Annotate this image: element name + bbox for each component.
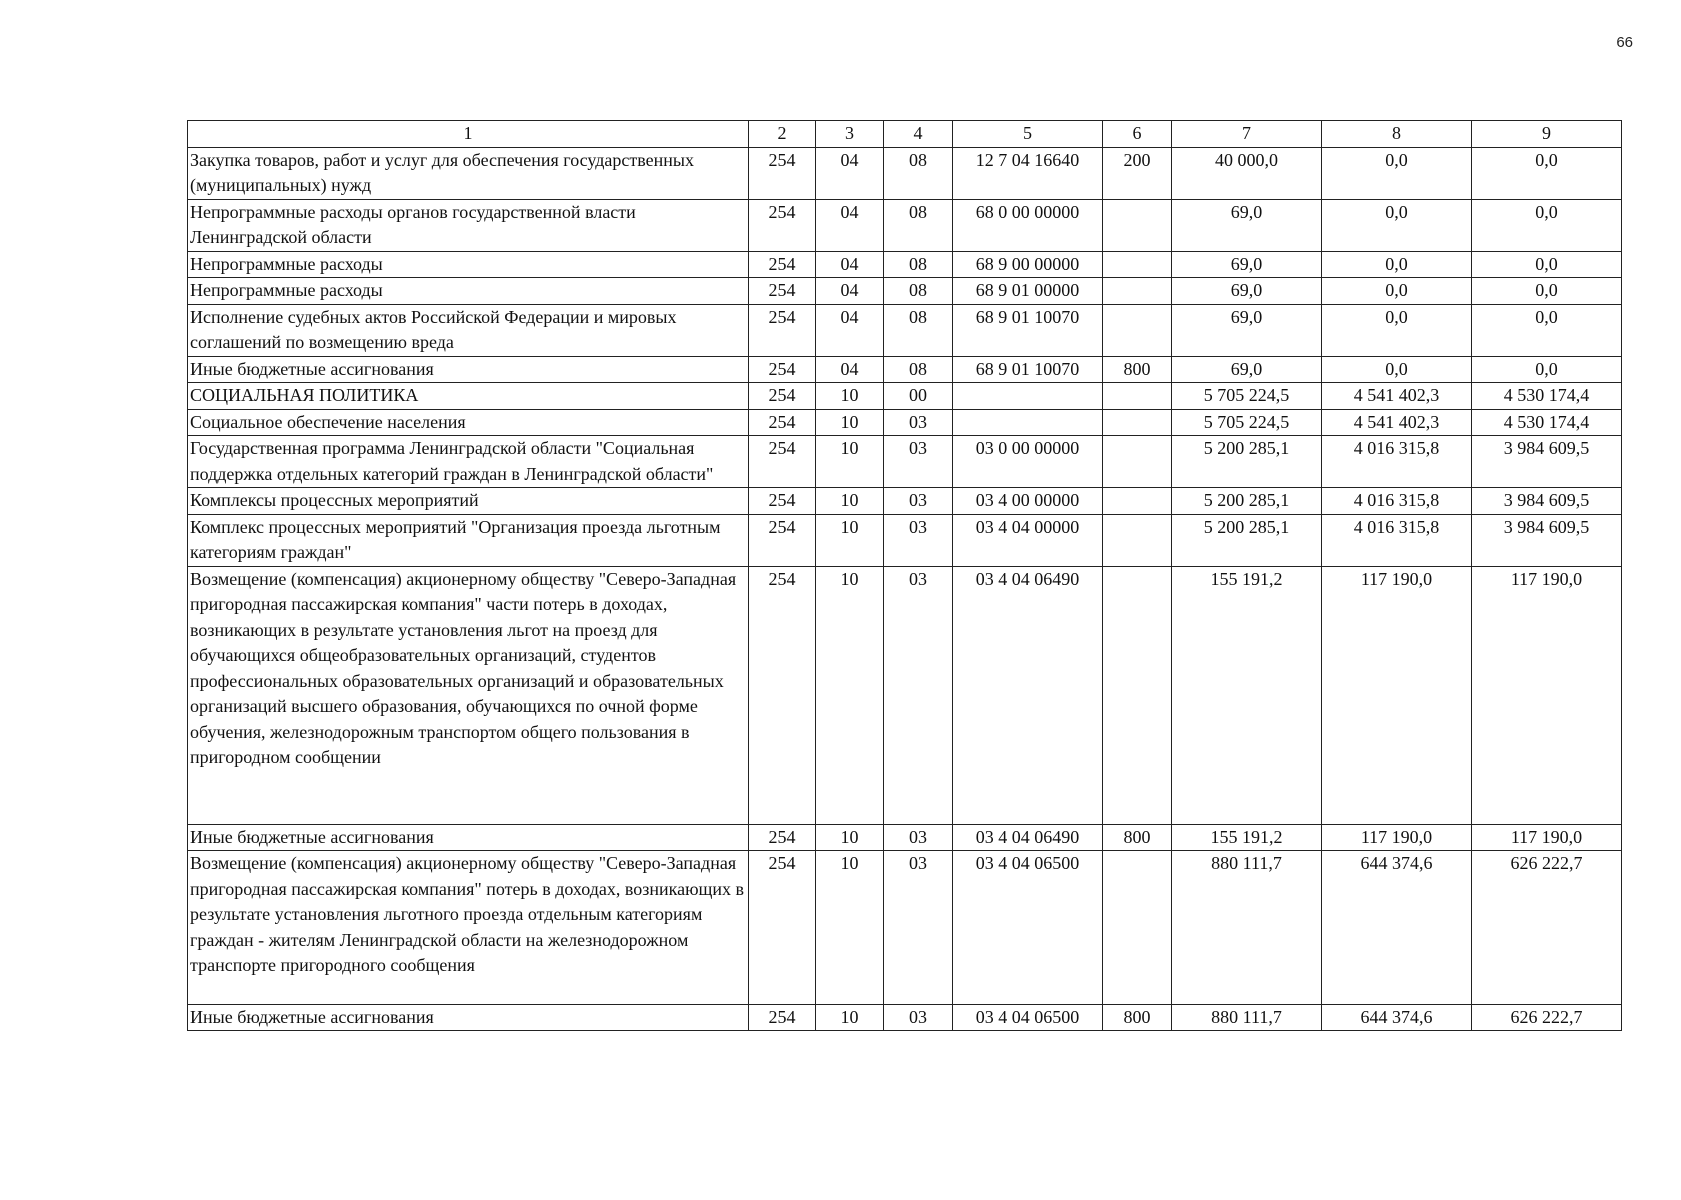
subsection-code: 08 [884,251,953,278]
section-code: 254 [749,514,816,566]
amount-year-1: 69,0 [1172,251,1322,278]
amount-year-2: 0,0 [1322,278,1472,305]
amount-year-3: 626 222,7 [1472,851,1622,1005]
amount-year-1: 5 200 285,1 [1172,488,1322,515]
expense-type-code: 800 [1103,1004,1172,1031]
amount-year-1: 880 111,7 [1172,1004,1322,1031]
section-code: 254 [749,824,816,851]
expense-type-code [1103,304,1172,356]
amount-year-3: 3 984 609,5 [1472,488,1622,515]
amount-year-3: 117 190,0 [1472,566,1622,824]
table-row [188,1004,1622,1031]
target-article-code: 03 0 00 00000 [953,436,1103,488]
budget-table [187,120,1622,1031]
amount-year-1: 5 705 224,5 [1172,383,1322,410]
section-code: 254 [749,304,816,356]
chapter-code: 10 [816,566,884,824]
target-article-code: 03 4 04 06490 [953,566,1103,824]
amount-year-1: 69,0 [1172,304,1322,356]
expense-type-code [1103,409,1172,436]
subsection-code: 03 [884,488,953,515]
section-code: 254 [749,436,816,488]
amount-year-1: 69,0 [1172,278,1322,305]
target-article-code: 03 4 04 06500 [953,851,1103,1005]
row-name: Непрограммные расходы [188,251,749,278]
amount-year-3: 117 190,0 [1472,824,1622,851]
row-name: Комплексы процессных мероприятий [188,488,749,515]
section-code: 254 [749,1004,816,1031]
chapter-code: 10 [816,436,884,488]
amount-year-1: 155 191,2 [1172,566,1322,824]
row-name: Государственная программа Ленинградской области "Социальная поддержка отдельных категорий граждан в Ленинградской области" [188,436,749,488]
table-row [188,824,1622,851]
amount-year-3: 0,0 [1472,356,1622,383]
target-article-code: 68 9 00 00000 [953,251,1103,278]
amount-year-1: 69,0 [1172,199,1322,251]
table-row [188,566,1622,824]
amount-year-2: 644 374,6 [1322,851,1472,1005]
expense-type-code: 800 [1103,356,1172,383]
section-code: 254 [749,147,816,199]
row-name: Исполнение судебных актов Российской Федерации и мировых соглашений по возмещению вреда [188,304,749,356]
amount-year-2: 4 016 315,8 [1322,514,1472,566]
subsection-code: 03 [884,824,953,851]
expense-type-code: 200 [1103,147,1172,199]
amount-year-2: 0,0 [1322,199,1472,251]
chapter-code: 10 [816,851,884,1005]
expense-type-code [1103,851,1172,1005]
column-header: 3 [816,121,884,148]
table-row [188,851,1622,1005]
row-name: Иные бюджетные ассигнования [188,356,749,383]
table-row [188,488,1622,515]
target-article-code [953,409,1103,436]
expense-type-code [1103,383,1172,410]
subsection-code: 08 [884,356,953,383]
expense-type-code [1103,278,1172,305]
section-code: 254 [749,488,816,515]
table-row [188,383,1622,410]
amount-year-3: 0,0 [1472,147,1622,199]
table-row [188,199,1622,251]
section-code: 254 [749,251,816,278]
amount-year-3: 3 984 609,5 [1472,436,1622,488]
amount-year-2: 0,0 [1322,356,1472,383]
column-header: 6 [1103,121,1172,148]
expense-type-code [1103,199,1172,251]
chapter-code: 04 [816,356,884,383]
amount-year-1: 5 705 224,5 [1172,409,1322,436]
subsection-code: 03 [884,851,953,1005]
chapter-code: 04 [816,251,884,278]
expense-type-code [1103,488,1172,515]
column-header: 1 [188,121,749,148]
section-code: 254 [749,356,816,383]
column-header: 5 [953,121,1103,148]
subsection-code: 03 [884,514,953,566]
table-row [188,304,1622,356]
row-name: Непрограммные расходы органов государственной власти Ленинградской области [188,199,749,251]
chapter-code: 10 [816,1004,884,1031]
amount-year-2: 117 190,0 [1322,566,1472,824]
amount-year-2: 644 374,6 [1322,1004,1472,1031]
target-article-code: 68 0 00 00000 [953,199,1103,251]
target-article-code: 68 9 01 00000 [953,278,1103,305]
amount-year-2: 0,0 [1322,304,1472,356]
table-row [188,147,1622,199]
section-code: 254 [749,851,816,1005]
chapter-code: 04 [816,278,884,305]
amount-year-1: 5 200 285,1 [1172,514,1322,566]
target-article-code: 68 9 01 10070 [953,304,1103,356]
column-header: 8 [1322,121,1472,148]
chapter-code: 10 [816,409,884,436]
subsection-code: 03 [884,566,953,824]
column-header: 9 [1472,121,1622,148]
chapter-code: 04 [816,147,884,199]
row-name: Возмещение (компенсация) акционерному обществу "Северо-Западная пригородная пассажирская компания" потерь в доходах, возникающих в результате установления льготного проезда отдельным категориям граждан - жителям Ленинградской области на железнодорожном транспорте пригородного сообщения [188,851,749,1005]
amount-year-3: 626 222,7 [1472,1004,1622,1031]
amount-year-2: 4 541 402,3 [1322,409,1472,436]
row-name: Закупка товаров, работ и услуг для обеспечения государственных (муниципальных) нужд [188,147,749,199]
subsection-code: 03 [884,436,953,488]
amount-year-3: 4 530 174,4 [1472,409,1622,436]
page-number: 66 [1616,34,1633,51]
target-article-code: 03 4 04 06490 [953,824,1103,851]
row-name: СОЦИАЛЬНАЯ ПОЛИТИКА [188,383,749,410]
chapter-code: 10 [816,383,884,410]
chapter-code: 04 [816,199,884,251]
section-code: 254 [749,278,816,305]
chapter-code: 04 [816,304,884,356]
subsection-code: 08 [884,199,953,251]
amount-year-1: 880 111,7 [1172,851,1322,1005]
amount-year-3: 0,0 [1472,304,1622,356]
subsection-code: 03 [884,409,953,436]
table-row [188,251,1622,278]
subsection-code: 08 [884,147,953,199]
table-row [188,436,1622,488]
amount-year-3: 0,0 [1472,278,1622,305]
expense-type-code [1103,514,1172,566]
row-name: Иные бюджетные ассигнования [188,1004,749,1031]
row-name: Возмещение (компенсация) акционерному обществу "Северо-Западная пригородная пассажирская компания" части потерь в доходах, возникающих в результате установления льгот на проезд для обучающихся общеобразовательных организаций, студентов профессиональных образовательных организаций и образовательных организаций высшего образования, обучающихся по очной форме обучения, железнодорожным транспортом общего пользования в пригородном сообщении [188,566,749,824]
target-article-code: 12 7 04 16640 [953,147,1103,199]
amount-year-1: 69,0 [1172,356,1322,383]
expense-type-code [1103,566,1172,824]
amount-year-2: 0,0 [1322,147,1472,199]
chapter-code: 10 [816,514,884,566]
column-header: 7 [1172,121,1322,148]
amount-year-1: 40 000,0 [1172,147,1322,199]
amount-year-3: 0,0 [1472,199,1622,251]
row-name: Комплекс процессных мероприятий "Организация проезда льготным категориям граждан" [188,514,749,566]
amount-year-2: 117 190,0 [1322,824,1472,851]
column-header: 4 [884,121,953,148]
target-article-code: 03 4 00 00000 [953,488,1103,515]
target-article-code [953,383,1103,410]
amount-year-2: 4 541 402,3 [1322,383,1472,410]
amount-year-1: 5 200 285,1 [1172,436,1322,488]
amount-year-2: 0,0 [1322,251,1472,278]
chapter-code: 10 [816,824,884,851]
amount-year-2: 4 016 315,8 [1322,436,1472,488]
subsection-code: 00 [884,383,953,410]
expense-type-code [1103,436,1172,488]
section-code: 254 [749,566,816,824]
section-code: 254 [749,383,816,410]
header-row [188,121,1622,148]
amount-year-3: 3 984 609,5 [1472,514,1622,566]
subsection-code: 08 [884,304,953,356]
subsection-code: 03 [884,1004,953,1031]
column-header: 2 [749,121,816,148]
amount-year-3: 4 530 174,4 [1472,383,1622,410]
table-row [188,278,1622,305]
target-article-code: 68 9 01 10070 [953,356,1103,383]
table-row [188,356,1622,383]
section-code: 254 [749,199,816,251]
chapter-code: 10 [816,488,884,515]
row-name: Социальное обеспечение населения [188,409,749,436]
target-article-code: 03 4 04 06500 [953,1004,1103,1031]
expense-type-code [1103,251,1172,278]
amount-year-2: 4 016 315,8 [1322,488,1472,515]
row-name: Непрограммные расходы [188,278,749,305]
amount-year-1: 155 191,2 [1172,824,1322,851]
table-row [188,514,1622,566]
subsection-code: 08 [884,278,953,305]
table-row [188,409,1622,436]
row-name: Иные бюджетные ассигнования [188,824,749,851]
expense-type-code: 800 [1103,824,1172,851]
amount-year-3: 0,0 [1472,251,1622,278]
target-article-code: 03 4 04 00000 [953,514,1103,566]
section-code: 254 [749,409,816,436]
